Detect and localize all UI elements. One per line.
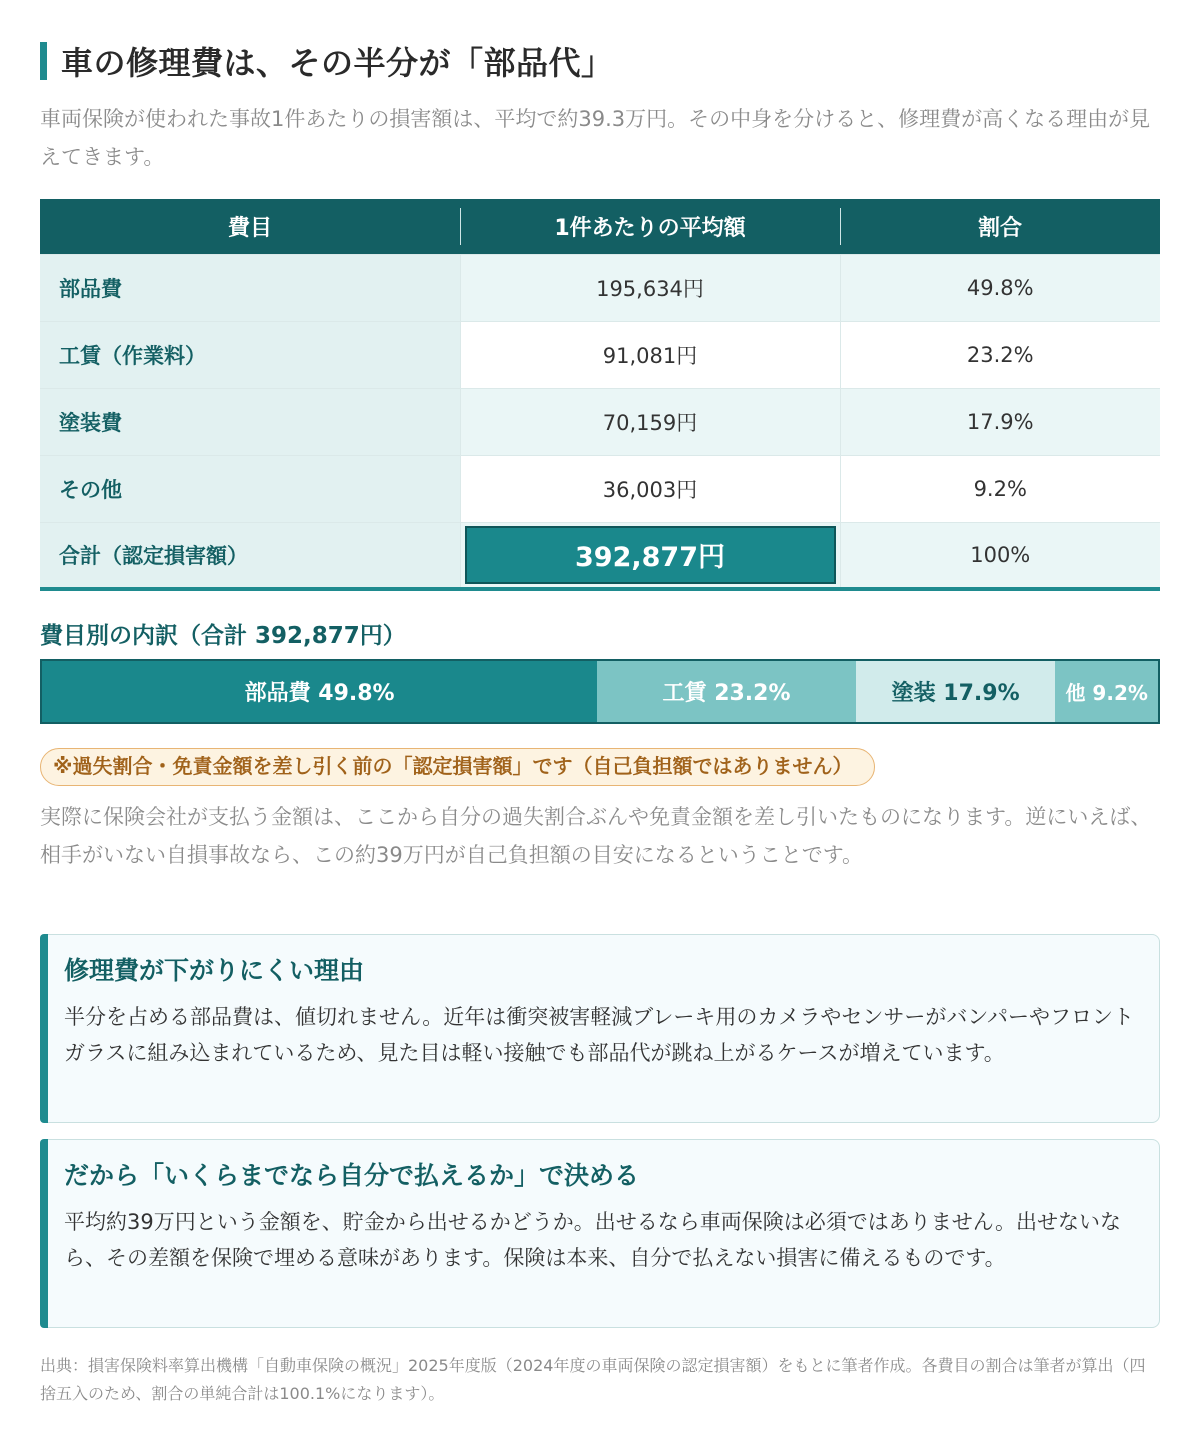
lead-paragraph: 車両保険が使われた事故1件あたりの損害額は、平均で約39.3万円。その中身を分けると、修理費が高くなる理由が見えてきます。 xyxy=(40,107,1151,169)
segment-paint: 塗装 17.9% xyxy=(856,661,1056,722)
row-amount: 195,634円 xyxy=(460,254,840,321)
header-item: 費目 xyxy=(40,199,460,254)
breakdown-stacked-bar xyxy=(40,659,1160,724)
info-card xyxy=(40,1139,1160,1328)
table-total-row xyxy=(40,522,1160,589)
row-item: 塗装費 xyxy=(40,388,460,455)
row-item: その他 xyxy=(40,455,460,522)
row-share: 49.8% xyxy=(840,254,1160,321)
row-item: 部品費 xyxy=(40,254,460,321)
source-note: 出典：損害保険料率算出機構「自動車保険の概況」2025年度版（2024年度の車両保険の認定損害額）をもとに筆者作成。各費目の割合は筆者が算出（四捨五入のため、割合の単純合計は100.1%になります）。 xyxy=(40,1356,1146,1403)
table-row xyxy=(40,321,1160,388)
title-accent-bar xyxy=(40,42,47,80)
row-amount: 91,081円 xyxy=(460,321,840,388)
row-share: 23.2% xyxy=(840,321,1160,388)
row-share: 9.2% xyxy=(840,455,1160,522)
page-title-text: 車の修理費は、その半分が「部品代」 xyxy=(61,44,614,82)
notice-badge: ※過失割合・免責金額を差し引く前の「認定損害額」です（自己負担額ではありません） xyxy=(40,748,875,786)
card-title: 修理費が下がりにくい理由 xyxy=(64,956,365,985)
card-body: 半分を占める部品費は、値切れません。近年は衝突被害軽減ブレーキ用のカメラやセンサーがバンパーやフロントガラスに組み込まれているため、見た目は軽い接触でも部品代が跳ね上がるケースが増えています。 xyxy=(64,1005,1134,1065)
info-card xyxy=(40,934,1160,1123)
row-amount: 70,159円 xyxy=(460,388,840,455)
article xyxy=(40,36,1160,1408)
segment-other: 他 9.2% xyxy=(1055,661,1158,722)
segment-labor: 工賃 23.2% xyxy=(597,661,856,722)
row-amount: 36,003円 xyxy=(460,455,840,522)
header-amount: 1件あたりの平均額 xyxy=(460,199,840,254)
row-share: 17.9% xyxy=(840,388,1160,455)
breakdown-title: 費目別の内訳（合計 392,877円） xyxy=(40,623,406,649)
table-row xyxy=(40,388,1160,455)
table-row xyxy=(40,254,1160,321)
total-share: 100% xyxy=(840,522,1160,589)
card-body: 平均約39万円という金額を、貯金から出せるかどうか。出せるなら車両保険は必須ではありません。出せないなら、その差額を保険で埋める意味があります。保険は本来、自分で払えない損害に備えるものです。 xyxy=(64,1210,1121,1270)
row-item: 工賃（作業料） xyxy=(40,321,460,388)
total-amount-highlight: 392,877円 xyxy=(465,526,836,584)
total-item: 合計（認定損害額） xyxy=(40,522,460,589)
card-title: だから「いくらまでなら自分で払えるか」で決める xyxy=(64,1161,640,1190)
total-amount-cell xyxy=(460,522,840,589)
cost-table xyxy=(40,199,1160,591)
header-share: 割合 xyxy=(840,199,1160,254)
segment-parts: 部品費 49.8% xyxy=(42,661,597,722)
table-row xyxy=(40,455,1160,522)
explanation-paragraph: 実際に保険会社が支払う金額は、ここから自分の過失割合ぶんや免責金額を差し引いたものになります。逆にいえば、相手がいない自損事故なら、この約39万円が自己負担額の目安になるということです。 xyxy=(40,805,1152,867)
page-title xyxy=(40,36,1160,86)
table-header-row xyxy=(40,199,1160,254)
